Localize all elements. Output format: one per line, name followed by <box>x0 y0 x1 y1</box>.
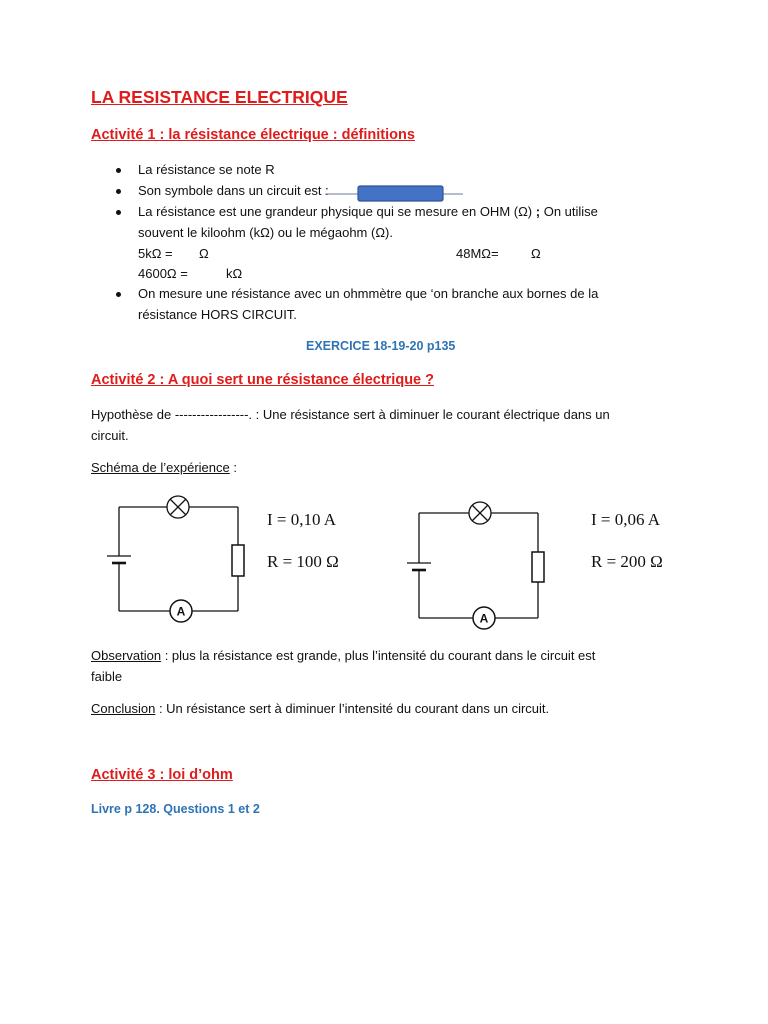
bullet-notation: La résistance se note R <box>138 162 275 177</box>
battery-icon <box>407 563 431 570</box>
schema-label: Schéma de l’expérience : <box>91 460 237 475</box>
activity3-heading: Activité 3 : loi d’ohm <box>91 767 233 783</box>
circuit2-resistance: R = 200 Ω <box>591 552 663 571</box>
bullet-unit-line2: souvent le kiloohm (kΩ) ou le mégaohm (Ω). <box>138 225 393 240</box>
bullet-unit-line1: La résistance est une grandeur physique qui se mesure en OHM (Ω) ; On utilise <box>138 204 598 219</box>
hypothesis-line2: circuit. <box>91 428 129 443</box>
activity2-heading: Activité 2 : A quoi sert une résistance électrique ? <box>91 372 435 388</box>
resistor-icon <box>532 552 544 582</box>
lamp-icon <box>167 496 189 518</box>
bullet-marker <box>116 292 121 297</box>
conclusion: Conclusion : Un résistance sert à diminuer l’intensité du courant dans un circuit. <box>91 701 550 716</box>
ammeter-label: A <box>479 611 489 626</box>
book-reference: Livre p 128. Questions 1 et 2 <box>91 802 260 816</box>
conversion-3-left: 4600Ω = <box>138 266 188 281</box>
circuit1-resistance: R = 100 Ω <box>267 552 339 571</box>
conversion-2-unit: Ω <box>531 246 541 261</box>
conversion-2-left: 48MΩ= <box>456 246 499 261</box>
circuit-diagram-1 <box>100 490 260 625</box>
ammeter-label: A <box>176 604 186 619</box>
conversion-1-left: 5kΩ = <box>138 246 173 261</box>
circuit2-current: I = 0,06 A <box>591 510 661 529</box>
conversion-3-unit: kΩ <box>226 266 243 281</box>
lamp-icon <box>469 502 491 524</box>
resistor-icon <box>232 545 244 576</box>
page-title: LA RESISTANCE ELECTRIQUE <box>91 87 348 107</box>
ammeter-icon <box>473 607 495 629</box>
battery-icon <box>107 556 131 563</box>
hypothesis-line1: Hypothèse de -----------------. : Une résistance sert à diminuer le courant électrique dans un <box>91 407 610 422</box>
activity1-heading: Activité 1 : la résistance électrique : définitions <box>91 127 415 143</box>
bullet-marker <box>116 210 121 215</box>
bullet-ohmmeter-line1: On mesure une résistance avec un ohmmètre que ‘on branche aux bornes de la <box>138 286 599 301</box>
bullet-marker <box>116 189 121 194</box>
observation-line1: Observation : plus la résistance est grande, plus l’intensité du courant dans le circuit est <box>91 648 596 663</box>
bullet-marker <box>116 168 121 173</box>
bullet-symbol: Son symbole dans un circuit est : <box>138 183 329 198</box>
bullet-ohmmeter-line2: résistance HORS CIRCUIT. <box>138 307 297 322</box>
conversion-1-unit: Ω <box>199 246 209 261</box>
ammeter-icon <box>170 600 192 622</box>
exercise-reference: EXERCICE 18-19-20 p135 <box>306 339 456 353</box>
circuit1-current: I = 0,10 A <box>267 510 337 529</box>
observation-line2: faible <box>91 669 123 684</box>
circuit-diagram-2 <box>400 495 560 635</box>
resistor-symbol-icon <box>325 184 465 204</box>
